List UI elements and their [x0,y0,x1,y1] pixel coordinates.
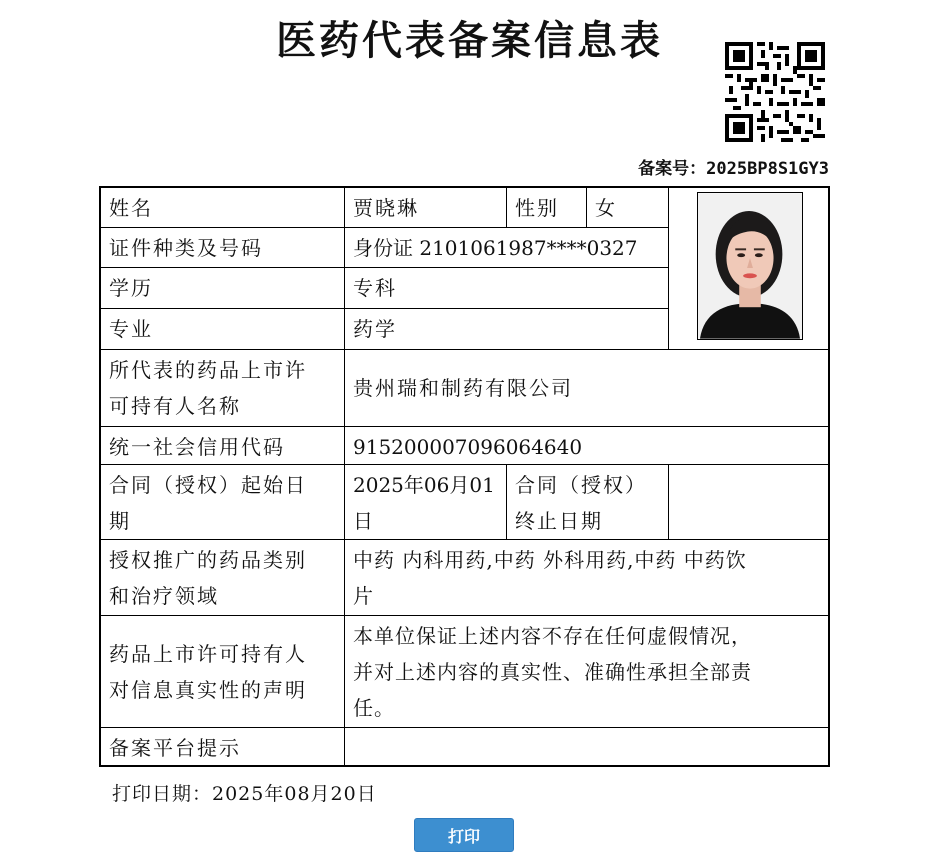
credit-code-label: 统一社会信用代码 [101,427,345,465]
category-value [345,540,830,616]
start-date-label [101,465,345,540]
info-form-table [99,186,830,767]
category-label [101,540,345,616]
declaration-value [345,616,830,728]
holder-label-line-2: 可持有人名称 [109,394,241,418]
end-date-label [507,465,669,540]
gender-value: 女 [587,188,669,228]
id-label: 证件种类及号码 [101,228,345,268]
name-label: 姓名 [101,188,345,228]
end-date-label-line-1: 合同（授权） [515,473,647,497]
start-date-value-line-1: 2025年06月01 [353,473,495,497]
declaration-value-line-1: 本单位保证上述内容不存在任何虚假情况， [353,624,752,648]
print-date: 打印日期：2025年08月20日 [112,783,377,805]
record-number [638,156,829,182]
education-value: 专科 [345,268,669,309]
declaration-value-line-2: 并对上述内容的真实性、准确性承担全部责 [353,660,752,684]
education-label: 学历 [101,268,345,309]
declaration-label [101,616,345,728]
start-date-value-line-2: 日 [353,509,373,533]
declaration-label-line-2: 对信息真实性的声明 [109,677,307,702]
end-date-label-line-2: 终止日期 [515,509,603,533]
gender-label: 性别 [507,188,587,228]
print-button[interactable]: 打印 [414,818,514,852]
qr-code-icon [725,42,825,142]
holder-label [101,350,345,427]
holder-value: 贵州瑞和制药有限公司 [345,350,830,427]
start-date-label-line-1: 合同（授权）起始日 [109,473,307,497]
category-label-line-1: 授权推广的药品类别 [109,548,307,572]
platform-tip-label: 备案平台提示 [101,728,345,767]
declaration-label-line-1: 药品上市许可持有人 [109,641,307,666]
major-label: 专业 [101,309,345,350]
person-photo [697,192,803,340]
photo-cell [669,188,830,350]
platform-tip-value [345,728,830,767]
record-number-label: 备案号： [638,159,707,179]
id-value: 身份证 2101061987****0327 [345,228,669,268]
category-value-line-1: 中药 内科用药,中药 外科用药,中药 中药饮 [353,548,747,572]
name-value: 贾晓琳 [345,188,507,228]
category-label-line-2: 和治疗领域 [109,584,219,608]
start-date-value [345,465,507,540]
page-title: 医药代表备案信息表 [276,17,663,64]
start-date-label-line-2: 期 [109,509,131,533]
credit-code-value: 915200007096064640 [345,427,830,465]
category-value-line-2: 片 [353,584,374,608]
major-value: 药学 [345,309,669,350]
declaration-value-line-3: 任。 [353,696,395,720]
end-date-value [669,465,830,540]
holder-label-line-1: 所代表的药品上市许 [109,358,307,382]
record-number-value: 2025BP8S1GY3 [706,159,829,179]
